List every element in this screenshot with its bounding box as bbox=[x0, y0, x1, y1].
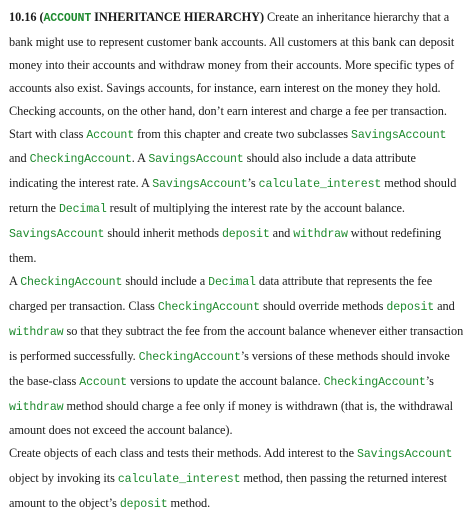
code-withdraw: withdraw bbox=[9, 400, 64, 414]
text: and bbox=[9, 151, 30, 166]
text: so that they subtract the fee from the account balance whenever either transaction is performed successfully. bbox=[9, 323, 464, 363]
exercise-title-rest: INHERITANCE HIERARCHY) bbox=[91, 10, 264, 24]
code-savings-account: SavingsAccount bbox=[351, 128, 447, 142]
text: from this chapter and create two subclasses bbox=[134, 126, 352, 141]
text: method. bbox=[167, 496, 211, 511]
code-decimal: Decimal bbox=[208, 275, 256, 289]
code-savings-account: SavingsAccount bbox=[152, 178, 248, 192]
code-checking-account: CheckingAccount bbox=[20, 275, 123, 289]
code-savings-account: SavingsAccount bbox=[9, 228, 105, 242]
text: should also include a data attribute indicating the interest rate. A bbox=[9, 151, 416, 191]
text: method should return the bbox=[9, 176, 457, 216]
text: should override methods bbox=[259, 298, 387, 313]
exercise-intro-paragraph bbox=[9, 6, 465, 123]
code-decimal: Decimal bbox=[58, 203, 107, 217]
exercise-title-open: ( bbox=[39, 10, 44, 24]
text: Create objects of each class and tests their methods. Add interest to the bbox=[9, 446, 358, 461]
text: without redefining them. bbox=[9, 226, 442, 266]
code-deposit: deposit bbox=[386, 300, 435, 314]
text: ’s bbox=[247, 176, 259, 191]
savings-account-paragraph bbox=[9, 123, 465, 270]
text: . A bbox=[131, 151, 149, 166]
text: versions to update the account balance. bbox=[126, 373, 324, 388]
exercise-title-code: ACCOUNT bbox=[43, 12, 92, 25]
exercise-intro-text: Create an inheritance hierarchy that a bank might use to represent customer bank accounts. All customers at this bank can deposit money into their accounts and withdraw money from their accounts. More specific types of accounts also exist. Savings accounts, for instance, earn interest on the money they hold. Checking accounts, on the other hand, don’t earn interest and charge a fee per transaction. bbox=[9, 10, 455, 118]
code-deposit: deposit bbox=[221, 228, 270, 242]
text: ’s bbox=[425, 373, 434, 388]
code-savings-account: SavingsAccount bbox=[357, 448, 453, 462]
text: result of multiplying the interest rate by the account balance. bbox=[106, 201, 405, 216]
code-savings-account: SavingsAccount bbox=[148, 153, 244, 167]
text: and bbox=[269, 226, 294, 241]
code-account: Account bbox=[79, 375, 127, 389]
text: method, then passing the returned interest amount to the object’s bbox=[9, 471, 447, 511]
code-withdraw: withdraw bbox=[9, 325, 64, 339]
code-checking-account: CheckingAccount bbox=[323, 375, 426, 389]
code-deposit: deposit bbox=[119, 498, 168, 512]
create-objects-paragraph bbox=[9, 442, 465, 517]
text: ’s versions of these methods should invoke the base-class bbox=[9, 348, 450, 388]
text: data attribute that represents the fee charged per transaction. Class bbox=[9, 273, 433, 313]
exercise-number: 10.16 bbox=[9, 10, 37, 24]
text: should inherit methods bbox=[104, 226, 222, 241]
code-calculate-interest: calculate_interest bbox=[258, 178, 382, 192]
code-checking-account: CheckingAccount bbox=[29, 153, 132, 167]
code-checking-account: CheckingAccount bbox=[157, 300, 260, 314]
text: should include a bbox=[122, 273, 209, 288]
text: and bbox=[434, 298, 455, 313]
text: object by invoking its bbox=[9, 471, 118, 486]
text: method should charge a fee only if money is withdrawn (that is, the withdrawal amount does not exceed the account balance). bbox=[9, 398, 454, 438]
code-withdraw: withdraw bbox=[293, 228, 348, 242]
text: A bbox=[9, 273, 21, 288]
checking-account-paragraph bbox=[9, 270, 465, 442]
code-calculate-interest: calculate_interest bbox=[117, 473, 241, 487]
code-account: Account bbox=[86, 128, 135, 142]
text: Start with class bbox=[9, 126, 87, 141]
code-checking-account: CheckingAccount bbox=[138, 350, 241, 364]
